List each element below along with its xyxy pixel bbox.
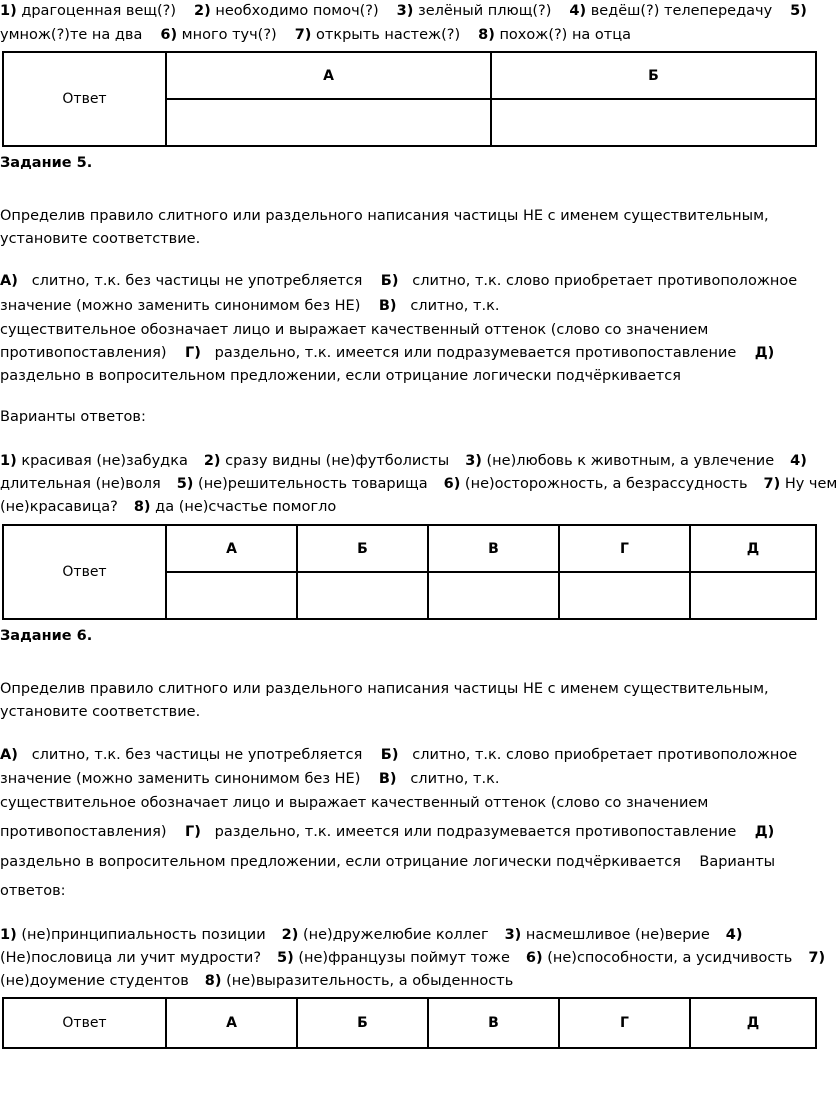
option-text: (не)осторожность, а безрассудность <box>460 476 748 492</box>
option-number: 7) <box>763 476 781 492</box>
task4-options-line-1 <box>0 1 807 21</box>
answer-cell-g[interactable] <box>559 572 690 619</box>
option-number: 5) <box>176 476 194 492</box>
option-text: (не)решительность товарища <box>193 476 428 492</box>
option-item <box>526 950 792 966</box>
task5-rule-line-1: А) слитно, т.к. без частицы не употребляется Б) слитно, т.к. слово приобретает противоположное <box>0 273 798 289</box>
option-item <box>194 3 379 19</box>
option-text: драгоценная вещ(?) <box>16 3 177 19</box>
option-number: 4) <box>725 927 743 943</box>
answer-table-task6 <box>2 997 817 1049</box>
answer-label: Ответ <box>3 52 166 146</box>
answer-cell-d[interactable] <box>690 572 816 619</box>
task5-options-line-2 <box>0 474 837 494</box>
option-item <box>282 927 489 943</box>
column-header-b: Б <box>491 52 816 99</box>
option-number: 4) <box>790 453 807 469</box>
option-text: (не)способности, а усидчивость <box>542 950 793 966</box>
answer-cell-a[interactable] <box>166 572 297 619</box>
option-number: 6) <box>525 950 543 966</box>
option-item <box>0 3 176 19</box>
option-number: 1) <box>0 453 17 469</box>
task4-options-line-2 <box>0 25 631 45</box>
option-text: (не)выразительность, а обыденность <box>221 973 514 989</box>
option-item <box>0 476 161 492</box>
option-item <box>569 3 772 19</box>
option-number: 5) <box>277 950 294 966</box>
option-item <box>0 453 188 469</box>
option-number: 6) <box>160 27 178 43</box>
option-text: красивая (не)забудка <box>16 453 188 469</box>
option-text: да (не)счастье помогло <box>150 499 337 515</box>
task6-intro-line-1: Определив правило слитного или раздельного написания частицы НЕ с именем существительным, <box>0 681 769 697</box>
task6-rule-line-3: существительное обозначает лицо и выражает качественный оттенок (слово со значением <box>0 795 709 811</box>
option-number: 2) <box>281 927 299 943</box>
option-number: 2) <box>194 3 211 19</box>
option-number: 8) <box>204 973 222 989</box>
option-number: 7) <box>808 950 826 966</box>
task5-title: Задание 5. <box>0 155 93 171</box>
option-item <box>0 973 189 989</box>
option-item <box>0 27 142 43</box>
option-number: 3) <box>396 3 414 19</box>
column-header-v: В <box>428 998 559 1048</box>
column-header-d: Д <box>690 525 816 572</box>
option-item <box>204 453 449 469</box>
option-text: (не)красавица? <box>0 499 118 515</box>
option-item <box>295 27 460 43</box>
column-header-g: Г <box>559 525 690 572</box>
column-header-d: Д <box>690 998 816 1048</box>
option-number: 8) <box>478 27 495 43</box>
option-item <box>277 950 510 966</box>
option-item <box>465 453 774 469</box>
answer-cell-v[interactable] <box>428 572 559 619</box>
option-item <box>177 476 428 492</box>
option-number: 1) <box>0 3 17 19</box>
option-text: (не)принципиальность позиции <box>16 927 266 943</box>
option-item <box>397 3 552 19</box>
task5-intro-line-1: Определив правило слитного или раздельного написания частицы НЕ с именем существительным, <box>0 208 769 224</box>
option-text: (не)дружелюбие коллег <box>298 927 489 943</box>
option-text: похож(?) на отца <box>494 27 631 43</box>
option-item <box>726 927 743 943</box>
option-number: 8) <box>133 499 151 515</box>
answer-table-task4 <box>2 51 817 147</box>
answer-cell-b[interactable] <box>491 99 816 146</box>
column-header-g: Г <box>559 998 690 1048</box>
column-header-b: Б <box>297 998 428 1048</box>
option-item <box>505 927 710 943</box>
option-item <box>764 476 837 492</box>
option-number: 2) <box>203 453 221 469</box>
column-header-a: А <box>166 525 297 572</box>
option-text: ведёш(?) телепередачу <box>586 3 773 19</box>
option-number: 1) <box>0 927 17 943</box>
answer-label: Ответ <box>3 525 166 619</box>
option-item <box>0 927 266 943</box>
task6-options-line-1 <box>0 925 742 945</box>
option-item <box>0 499 118 515</box>
task5-rule-line-4: противопоставления) Г) раздельно, т.к. имеется или подразумевается противопоставление Д) <box>0 345 775 361</box>
task5-rule-line-2: значение (можно заменить синонимом без НЕ) В) слитно, т.к. <box>0 298 500 314</box>
answer-cell-b[interactable] <box>297 572 428 619</box>
task6-options-line-3 <box>0 971 513 991</box>
task6-rule-line-2: значение (можно заменить синонимом без НЕ) В) слитно, т.к. <box>0 771 500 787</box>
task6-title: Задание 6. <box>0 628 93 644</box>
option-item <box>0 950 261 966</box>
option-item <box>790 453 807 469</box>
column-header-v: В <box>428 525 559 572</box>
option-text: зелёный плющ(?) <box>413 3 552 19</box>
column-header-a: А <box>166 998 297 1048</box>
option-text: открыть настеж(?) <box>311 27 461 43</box>
option-number: 6) <box>443 476 461 492</box>
option-item <box>790 3 807 19</box>
answer-table-task5 <box>2 524 817 620</box>
option-number: 7) <box>294 27 312 43</box>
option-number: 3) <box>504 927 522 943</box>
task6-options-line-2 <box>0 948 825 968</box>
option-number: 4) <box>569 3 587 19</box>
option-text: (Не)пословица ли учит мудрости? <box>0 950 262 966</box>
option-text: длительная (не)воля <box>0 476 161 492</box>
task5-variants-label: Варианты ответов: <box>0 409 146 425</box>
option-item <box>134 499 336 515</box>
option-text: (не)любовь к животным, а увлечение <box>481 453 775 469</box>
option-item <box>478 27 631 43</box>
task6-rule-line-4: противопоставления) Г) раздельно, т.к. имеется или подразумевается противопоставление Д) <box>0 824 775 840</box>
option-text: сразу видны (не)футболисты <box>220 453 450 469</box>
option-text: необходимо помоч(?) <box>210 3 379 19</box>
task5-rule-line-5: раздельно в вопросительном предложении, если отрицание логически подчёркивается <box>0 368 681 384</box>
column-header-b: Б <box>297 525 428 572</box>
task6-rule-line-5: раздельно в вопросительном предложении, если отрицание логически подчёркивается Варианты <box>0 854 776 870</box>
task5-options-line-1 <box>0 451 807 471</box>
option-item <box>444 476 748 492</box>
option-item <box>205 973 513 989</box>
option-number: 5) <box>790 3 807 19</box>
option-item <box>160 27 276 43</box>
answer-label: Ответ <box>3 998 166 1048</box>
task6-rule-line-6: ответов: <box>0 883 66 899</box>
task6-intro-line-2: установите соответствие. <box>0 704 201 720</box>
option-text: Ну чем <box>780 476 837 492</box>
option-text: умнож(?)те на два <box>0 27 143 43</box>
option-text: (не)доумение студентов <box>0 973 189 989</box>
answer-cell-a[interactable] <box>166 99 491 146</box>
task5-rule-line-3: существительное обозначает лицо и выражает качественный оттенок (слово со значением <box>0 322 709 338</box>
task6-rule-line-1: А) слитно, т.к. без частицы не употребляется Б) слитно, т.к. слово приобретает противоположное <box>0 747 798 763</box>
option-text: (не)французы поймут тоже <box>293 950 510 966</box>
option-number: 3) <box>465 453 482 469</box>
task5-options-line-3 <box>0 497 336 517</box>
option-text: насмешливое (не)верие <box>521 927 710 943</box>
option-item <box>808 950 825 966</box>
option-text: много туч(?) <box>177 27 277 43</box>
column-header-a: А <box>166 52 491 99</box>
task5-intro-line-2: установите соответствие. <box>0 231 201 247</box>
